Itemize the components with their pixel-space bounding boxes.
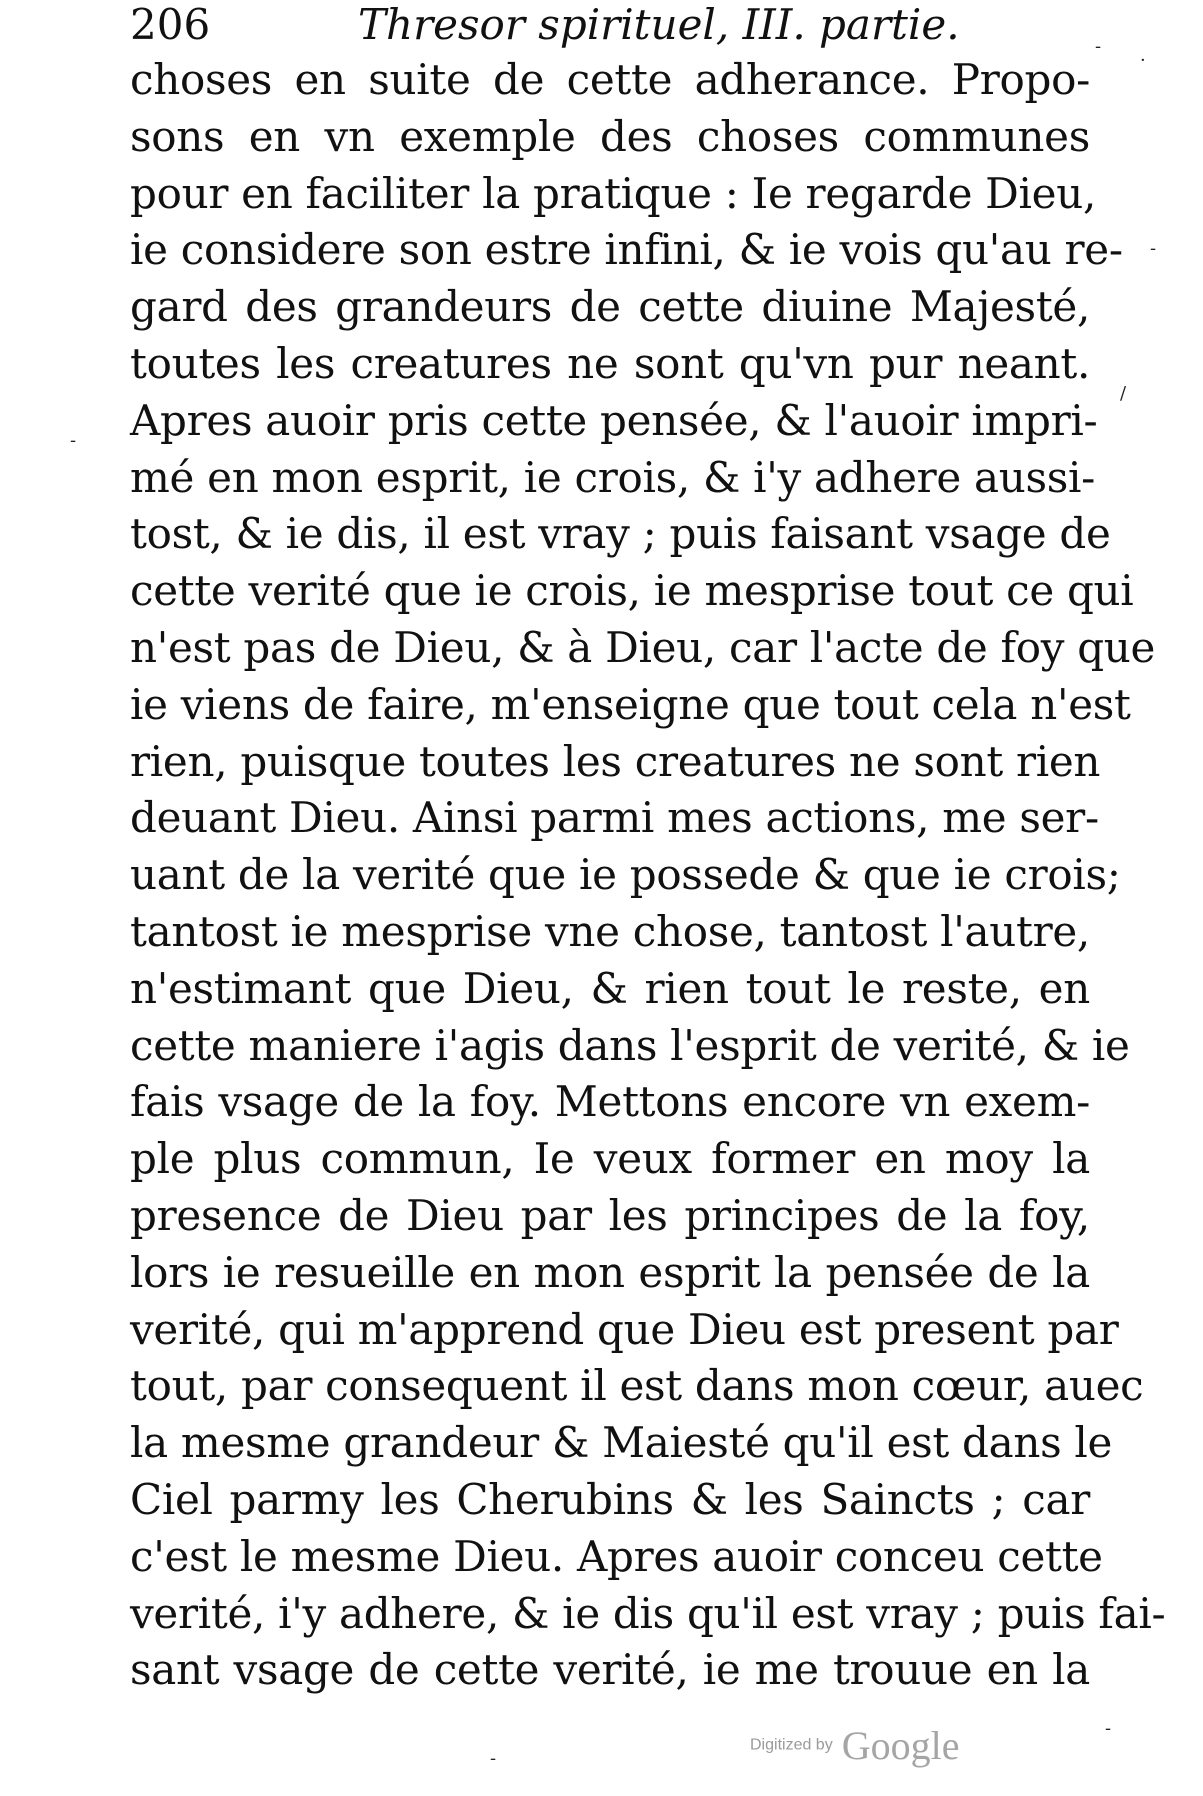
text-line: rien, puisque toutes les creatures ne sont rien: [130, 736, 1101, 786]
text-line: sant vsage de cette verité, ie me trouue en la: [130, 1645, 1090, 1695]
text-line: tantost ie mesprise vne chose, tantost l'autre,: [130, 906, 1090, 956]
text-line: sons en vn exemple des choses communes: [130, 111, 1090, 161]
text-line: tout, par consequent il est dans mon cœur, auec: [130, 1361, 1144, 1411]
text-line: verité, i'y adhere, & ie dis qu'il est vray ; puis fai-: [130, 1588, 1166, 1638]
watermark-prefix: Digitized by: [750, 1736, 833, 1754]
text-line: choses en suite de cette adherance. Propo-: [130, 55, 1090, 104]
watermark-brand: Google: [841, 1723, 960, 1768]
text-line: presence de Dieu par les principes de la foy,: [130, 1190, 1090, 1240]
text-line: cette maniere i'agis dans l'esprit de verité, & ie: [130, 1020, 1130, 1070]
running-title: Thresor spirituel, III. partie.: [358, 0, 960, 49]
text-line: mé en mon esprit, ie crois, & i'y adhere aussi-: [130, 452, 1096, 502]
text-line: ple plus commun, Ie veux former en moy la: [130, 1134, 1090, 1184]
text-line: fais vsage de la foy. Mettons encore vn exem-: [130, 1077, 1090, 1127]
text-line: uant de la verité que ie possede & que ie crois;: [130, 850, 1121, 900]
text-line: verité, qui m'apprend que Dieu est present par: [130, 1304, 1119, 1354]
margin-speck: -: [1150, 238, 1157, 259]
margin-speck: ·: [1140, 50, 1146, 71]
page-number: 206: [130, 0, 211, 49]
margin-speck: -: [490, 1748, 497, 1769]
text-line: c'est le mesme Dieu. Apres auoir conceu cette: [130, 1531, 1103, 1581]
running-head: [130, 0, 1110, 50]
margin-speck: /: [1120, 383, 1127, 404]
text-line: pour en faciliter la pratique : Ie regarde Dieu,: [130, 168, 1097, 218]
digitization-watermark: [750, 1722, 1010, 1772]
text-line: n'estimant que Dieu, & rien tout le reste, en: [130, 963, 1090, 1013]
text-line: Ciel parmy les Cherubins & les Saincts ; car: [130, 1474, 1090, 1524]
text-line: la mesme grandeur & Maiesté qu'il est dans le: [130, 1418, 1113, 1468]
text-line: toutes les creatures ne sont qu'vn pur neant.: [130, 338, 1090, 388]
text-line: ie considere son estre infini, & ie vois qu'au re-: [130, 225, 1123, 275]
body-text: [130, 52, 1166, 1699]
text-line: lors ie resueille en mon esprit la pensée de la: [130, 1247, 1090, 1297]
margin-speck: -: [1095, 36, 1102, 57]
margin-speck: -: [70, 430, 77, 451]
text-line: Apres auoir pris cette pensée, & l'auoir impri-: [130, 395, 1098, 445]
text-line: ie viens de faire, m'enseigne que tout cela n'est: [130, 679, 1131, 729]
text-line: deuant Dieu. Ainsi parmi mes actions, me ser-: [130, 793, 1099, 843]
text-line: cette verité que ie crois, ie mesprise tout ce qui: [130, 566, 1134, 616]
text-line: tost, & ie dis, il est vray ; puis faisant vsage de: [130, 509, 1111, 559]
text-line: n'est pas de Dieu, & à Dieu, car l'acte de foy que: [130, 622, 1156, 672]
text-line: gard des grandeurs de cette diuine Majesté,: [130, 282, 1090, 332]
margin-speck: -: [1105, 1718, 1112, 1739]
